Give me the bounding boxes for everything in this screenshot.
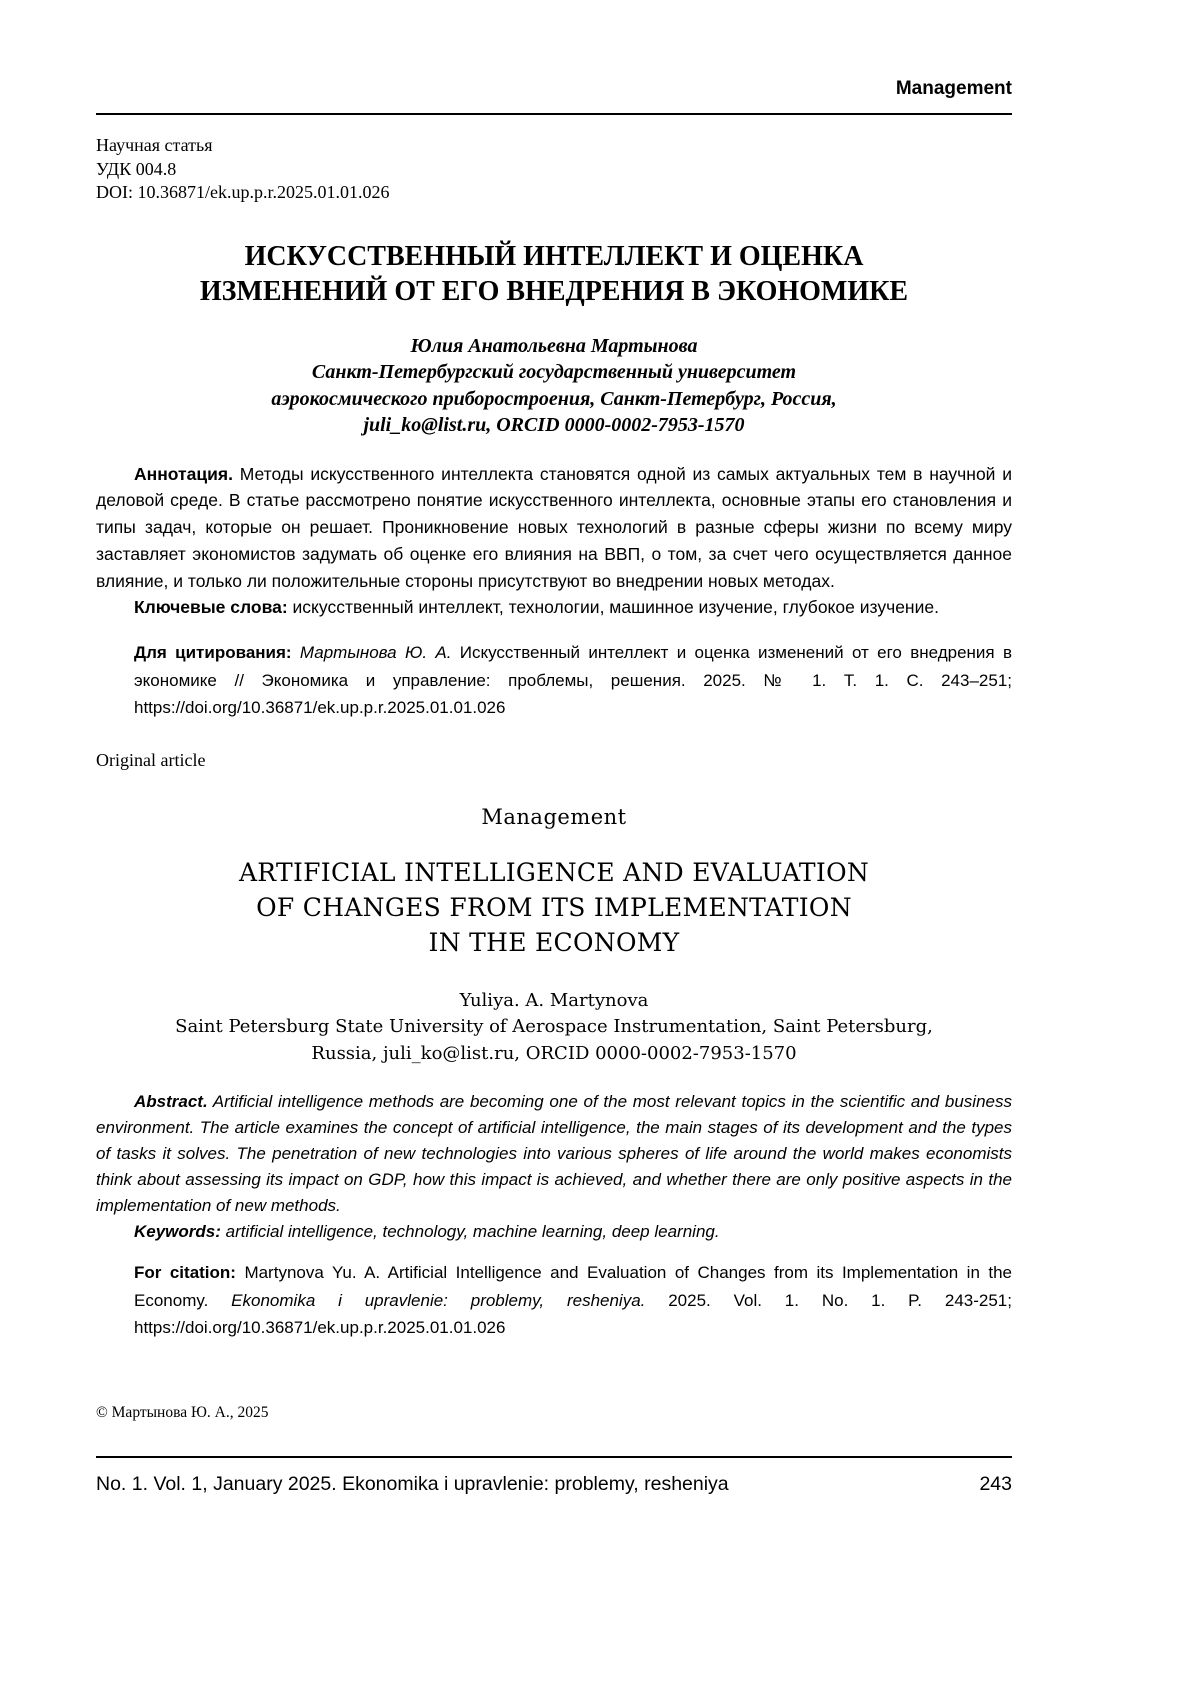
article-meta-block (96, 134, 1012, 205)
russian-title-line-2: ИЗМЕНЕНИЙ ОТ ЕГО ВНЕДРЕНИЯ В ЭКОНОМИКЕ (199, 275, 909, 307)
doi-line: DOI: 10.36871/ek.up.p.r.2025.01.01.026 (96, 182, 390, 202)
english-citation-label: For citation: (134, 1263, 236, 1283)
page-footer (96, 1456, 1012, 1496)
english-keywords (96, 1219, 1012, 1245)
english-abstract (96, 1089, 1012, 1219)
english-citation-tail: 2025. Vol. 1. No. 1. P. 243-251; https://doi.org/10.36871/ek.up.p.r.2025.01.01.026 (134, 1290, 1012, 1338)
russian-author-block (96, 333, 1012, 439)
english-keywords-text: artificial intelligence, technology, machine learning, deep learning. (220, 1222, 720, 1242)
english-citation-text: Martynova Yu. A. Artificial Intelligence and Evaluation of Changes from its Implementation in the Economy. (134, 1263, 1012, 1310)
footer-issue-line: No. 1. Vol. 1, January 2025. Ekonomika i upravlenie: problemy, resheniya (96, 1473, 729, 1495)
udc-number: УДК 004.8 (96, 158, 177, 179)
russian-affiliation-line-1: Санкт-Петербургский государственный университет (311, 361, 797, 383)
russian-keywords (96, 594, 1012, 621)
english-title-line-3: IN THE ECONOMY (428, 927, 680, 957)
russian-abstract-text: Методы искусственного интеллекта становятся одной из самых актуальных тем в научной и деловой среде. В статье рассмотрено понятие искусственного интеллекта, основные этапы его становления и типы задач, которые он решает. Проникновение новых технологий в разные сферы жизни по всему миру заставляет экономистов задумать об оценке его влияния на ВВП, о том, за счет чего осуществляется данное влияние, и только ли положительные стороны присутствуют во внедрении новых методах. (96, 463, 1012, 591)
running-head (96, 0, 1012, 100)
english-title-line-2: OF CHANGES FROM ITS IMPLEMENTATION (256, 892, 852, 922)
english-keywords-label: Keywords: (134, 1222, 221, 1242)
russian-citation (134, 639, 1012, 722)
russian-author-name: Юлия Анатольевна Мартынова (410, 334, 698, 357)
header-rule (96, 113, 1012, 115)
english-affiliation-line-1: Saint Petersburg State University of Aerospace Instrumentation, Saint Petersburg, (175, 1016, 933, 1038)
russian-citation-text: Искусственный интеллект и оценка изменений от его внедрения в экономике // Экономика и управление: проблемы, решения. 2025. № 1. Т. 1. С. 243–251; https://doi.org/10.36871/ek.up.p.r.2025.01.01.026 (134, 643, 1012, 718)
russian-affiliation-line-2: аэрокосмического приборостроения, Санкт-Петербург, Россия, (271, 387, 837, 410)
russian-abstract-label: Аннотация. (134, 463, 233, 484)
english-author-name: Yuliya. A. Martynova (459, 989, 649, 1011)
english-abstract-label: Abstract. (134, 1092, 208, 1112)
footer-page-number: 243 (979, 1473, 1012, 1495)
english-section-heading: Management (481, 804, 627, 829)
english-abstract-text: Artificial intelligence methods are becoming one of the most relevant topics in the scientific and business environment. The article examines the concept of artificial intelligence, the main stages of its development and the types of tasks it solves. The penetration of new technologies into various spheres of life around the world makes economists think about assessing its impact on GDP, how this impact is achieved, and whether there are only positive aspects in the implementation of new methods. (96, 1092, 1012, 1216)
russian-abstract (96, 461, 1012, 595)
russian-keywords-text: искусственный интеллект, технологии, машинное изучение, глубокое изучение. (287, 597, 939, 618)
russian-keywords-label: Ключевые слова: (134, 597, 288, 618)
english-author-block (96, 988, 1012, 1068)
english-citation (134, 1259, 1012, 1342)
english-title-line-1: ARTIFICIAL INTELLIGENCE AND EVALUATION (238, 857, 870, 887)
russian-citation-author: Мартынова Ю. А. (291, 643, 452, 663)
copyright-notice: © Мартынова Ю. А., 2025 (96, 1404, 269, 1421)
page-content (96, 0, 1012, 1342)
english-affiliation-line-2: Russia, juli_ko@list.ru, ORCID 0000-0002-7953-1570 (311, 1042, 797, 1064)
english-article-title (96, 855, 1012, 960)
english-citation-journal: Ekonomika i upravlenie: problemy, resheniya. (231, 1290, 646, 1310)
original-article-label: Original article (96, 749, 206, 770)
russian-article-title (96, 239, 1012, 309)
russian-title-line-1: ИСКУССТВЕННЫЙ ИНТЕЛЛЕКТ И ОЦЕНКА (244, 240, 864, 272)
russian-author-contact: juli_ko@list.ru, ORCID 0000-0002-7953-1570 (363, 414, 745, 436)
article-type-label: Научная статья (96, 135, 213, 155)
russian-citation-label: Для цитирования: (134, 643, 292, 663)
running-head-section-label: Management (895, 78, 1012, 99)
